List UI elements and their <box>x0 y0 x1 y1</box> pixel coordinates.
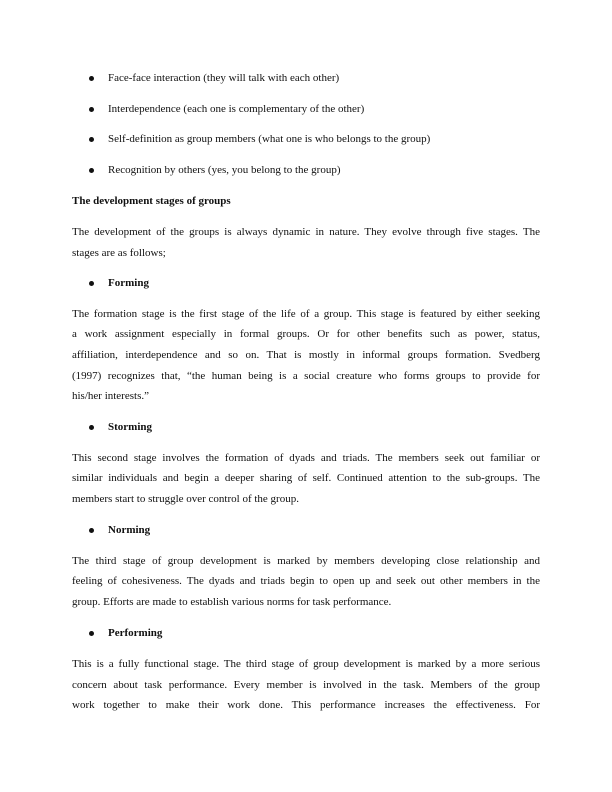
bullet-icon <box>89 107 94 112</box>
bullet-icon <box>89 76 94 81</box>
bullet-icon <box>89 528 94 533</box>
bullet-icon <box>89 168 94 173</box>
paragraph-line: concern about task performance. Every member is involved in the task. Members of the group <box>72 679 540 691</box>
stage-title-performing: Performing <box>108 627 163 639</box>
paragraph-line: (1997) recognizes that, “the human being is a social creature who forms groups to provide for <box>72 370 540 382</box>
paragraph-line: similar individuals and begin a deeper sharing of self. Continued attention to the sub-groups. The <box>72 472 540 484</box>
paragraph-line: members start to struggle over control of the group. <box>72 493 299 505</box>
section-heading: The development stages of groups <box>72 195 231 207</box>
paragraph-line: This is a fully functional stage. The third stage of group development is marked by a more serious <box>72 658 540 670</box>
bullet-item: Face-face interaction (they will talk with each other) <box>108 72 340 84</box>
paragraph-line: affiliation, interdependence and so on. That is mostly in informal groups formation. Svedberg <box>72 349 540 361</box>
bullet-item: Recognition by others (yes, you belong to the group) <box>108 164 341 176</box>
paragraph-line: This second stage involves the formation of dyads and triads. The members seek out familiar or <box>72 452 540 464</box>
paragraph-line: feeling of cohesiveness. The dyads and triads begin to open up and seek out other members in the <box>72 575 540 587</box>
paragraph-line: The formation stage is the first stage of the life of a group. This stage is featured by either seeking <box>72 308 540 320</box>
paragraph-line: stages are as follows; <box>72 247 166 259</box>
stage-title-forming: Forming <box>108 277 149 289</box>
bullet-icon <box>89 281 94 286</box>
bullet-item: Interdependence (each one is complementary of the other) <box>108 103 365 115</box>
paragraph-line: The third stage of group development is marked by members developing close relationship and <box>72 555 540 567</box>
bullet-item: Self-definition as group members (what one is who belongs to the group) <box>108 133 431 145</box>
bullet-icon <box>89 137 94 142</box>
stage-title-norming: Norming <box>108 524 151 536</box>
paragraph-line: The development of the groups is always dynamic in nature. They evolve through five stages. The <box>72 226 540 238</box>
paragraph-line: work together to make their work done. This performance increases the effectiveness. For <box>72 699 540 711</box>
paragraph-line: group. Efforts are made to establish various norms for task performance. <box>72 596 392 608</box>
stage-title-storming: Storming <box>108 421 152 433</box>
bullet-icon <box>89 631 94 636</box>
bullet-icon <box>89 425 94 430</box>
paragraph-line: a work assignment especially in formal groups. Or for other benefits such as power, status, <box>72 328 540 340</box>
paragraph-line: his/her interests.” <box>72 390 149 402</box>
